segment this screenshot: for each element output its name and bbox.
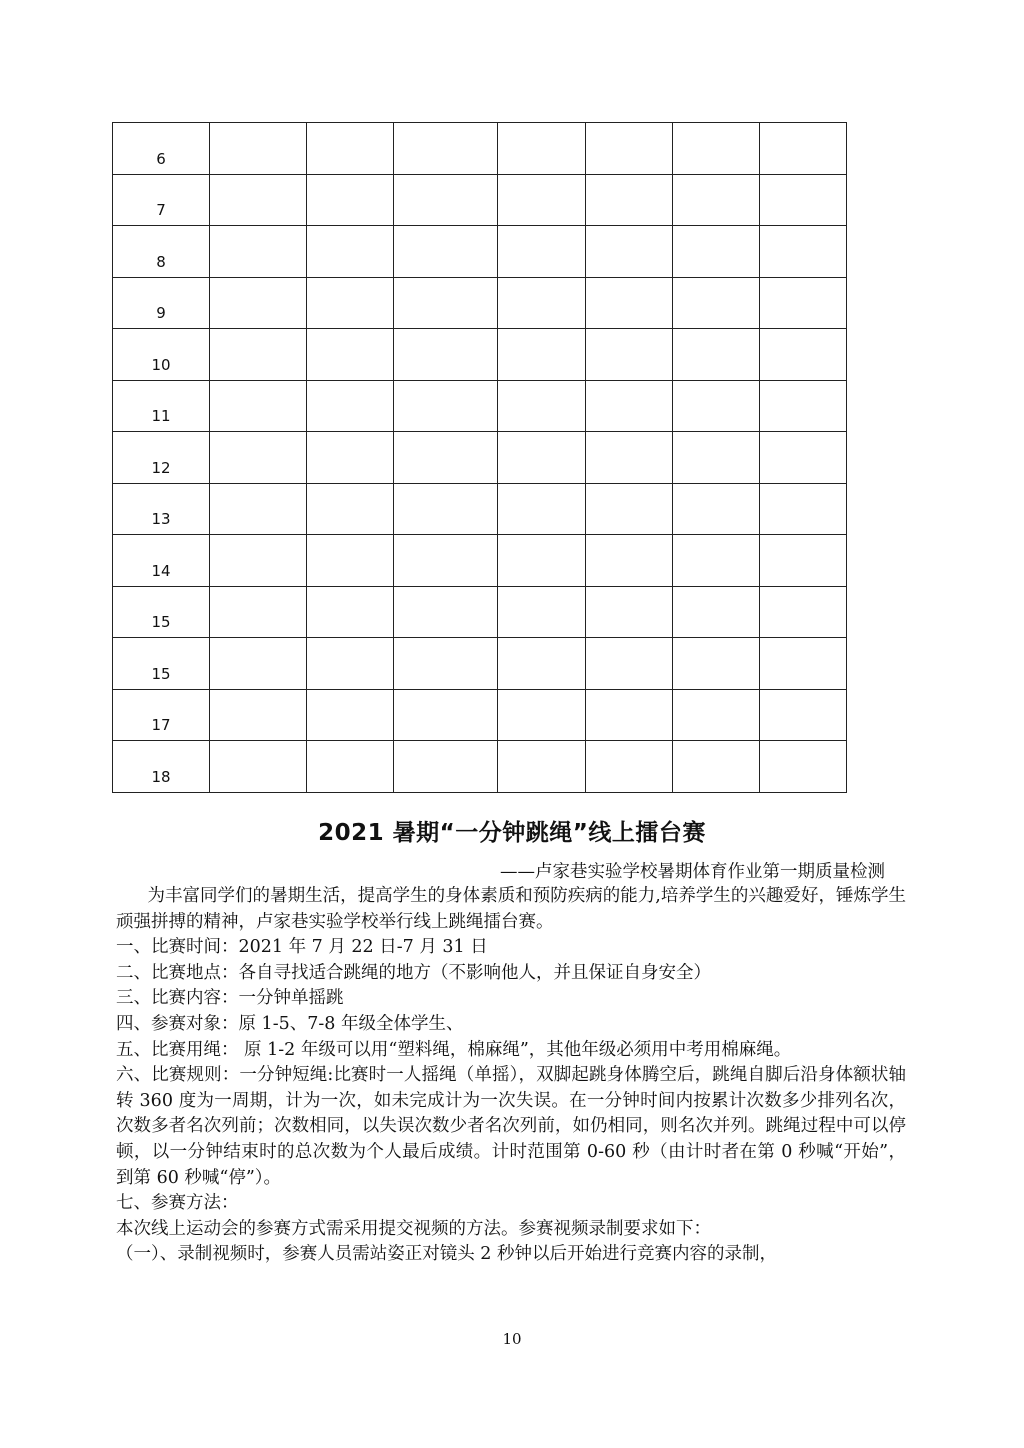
empty-cell [210, 689, 307, 741]
section-content: 三、比赛内容：一分钟单摇跳 [116, 988, 344, 1009]
row-number-cell: 15 [113, 586, 210, 638]
table-row [113, 741, 847, 793]
empty-cell [498, 638, 586, 690]
empty-cell [307, 226, 394, 278]
empty-cell [586, 741, 673, 793]
table-row [113, 586, 847, 638]
row-number-cell: 9 [113, 277, 210, 329]
empty-cell [210, 741, 307, 793]
empty-cell [760, 638, 847, 690]
empty-cell [394, 638, 498, 690]
empty-cell [394, 226, 498, 278]
empty-cell [210, 432, 307, 484]
empty-cell [307, 483, 394, 535]
empty-cell [394, 174, 498, 226]
empty-cell [307, 638, 394, 690]
table-row [113, 535, 847, 587]
empty-cell [586, 535, 673, 587]
page-number: 10 [502, 1330, 522, 1348]
row-number-cell: 14 [113, 535, 210, 587]
table-row [113, 380, 847, 432]
empty-cell [673, 123, 760, 175]
empty-cell [586, 123, 673, 175]
empty-cell [586, 586, 673, 638]
empty-cell [760, 741, 847, 793]
empty-cell [307, 432, 394, 484]
empty-cell [210, 380, 307, 432]
empty-cell [760, 277, 847, 329]
empty-cell [210, 123, 307, 175]
row-number-cell: 17 [113, 689, 210, 741]
empty-cell [760, 329, 847, 381]
empty-cell [586, 329, 673, 381]
table-row [113, 483, 847, 535]
empty-cell [498, 741, 586, 793]
document-body [116, 884, 906, 1268]
table-row [113, 123, 847, 175]
empty-cell [673, 638, 760, 690]
empty-cell [210, 174, 307, 226]
empty-cell [673, 174, 760, 226]
empty-cell [307, 689, 394, 741]
empty-cell [673, 741, 760, 793]
empty-cell [307, 741, 394, 793]
empty-cell [586, 226, 673, 278]
row-number-cell: 10 [113, 329, 210, 381]
section-rope: 五、比赛用绳： 原 1-2 年级可以用“塑料绳，棉麻绳”，其他年级必须用中考用棉麻绳。 [116, 1039, 792, 1060]
table-row [113, 329, 847, 381]
empty-cell [394, 586, 498, 638]
empty-cell [307, 277, 394, 329]
table-row [113, 174, 847, 226]
empty-cell [586, 380, 673, 432]
section-method-item-1: （一）、录制视频时，参赛人员需站姿正对镜头 2 秒钟以后开始进行竞赛内容的录制， [116, 1244, 778, 1265]
empty-cell [586, 483, 673, 535]
empty-cell [394, 535, 498, 587]
empty-cell [394, 123, 498, 175]
empty-cell [760, 432, 847, 484]
row-number-cell: 18 [113, 741, 210, 793]
table-row [113, 638, 847, 690]
empty-cell [498, 483, 586, 535]
table-row [113, 689, 847, 741]
empty-cell [307, 123, 394, 175]
empty-cell [394, 483, 498, 535]
empty-cell [394, 329, 498, 381]
empty-cell [210, 535, 307, 587]
empty-cell [673, 277, 760, 329]
empty-cell [586, 277, 673, 329]
row-number-cell: 8 [113, 226, 210, 278]
empty-cell [498, 535, 586, 587]
empty-cell [673, 380, 760, 432]
empty-cell [210, 483, 307, 535]
empty-cell [210, 329, 307, 381]
empty-cell [760, 483, 847, 535]
row-number-cell: 12 [113, 432, 210, 484]
score-table-body [113, 123, 847, 793]
document-subtitle: ——卢家巷实验学校暑期体育作业第一期质量检测 [500, 862, 885, 882]
empty-cell [210, 226, 307, 278]
section-location: 二、比赛地点：各自寻找适合跳绳的地方（不影响他人，并且保证自身安全） [116, 962, 711, 983]
empty-cell [394, 432, 498, 484]
empty-cell [210, 586, 307, 638]
empty-cell [394, 277, 498, 329]
table-row [113, 226, 847, 278]
row-number-cell: 6 [113, 123, 210, 175]
empty-cell [586, 174, 673, 226]
score-table [112, 122, 847, 793]
empty-cell [586, 432, 673, 484]
empty-cell [498, 226, 586, 278]
row-number-cell: 11 [113, 380, 210, 432]
empty-cell [307, 586, 394, 638]
empty-cell [498, 586, 586, 638]
empty-cell [586, 689, 673, 741]
empty-cell [760, 535, 847, 587]
table-row [113, 432, 847, 484]
empty-cell [394, 380, 498, 432]
empty-cell [760, 174, 847, 226]
empty-cell [760, 689, 847, 741]
empty-cell [498, 329, 586, 381]
empty-cell [498, 277, 586, 329]
document-title: 2021 暑期“一分钟跳绳”线上擂台赛 [318, 820, 706, 846]
empty-cell [498, 380, 586, 432]
section-rules: 六、比赛规则：一分钟短绳:比赛时一人摇绳（单摇），双脚起跳身体腾空后，跳绳自脚后沿身体额状轴转 360 度为一周期，计为一次，如未完成计为一次失误。在一分钟时间内按累计次数多少排列名次，次数多者名次列前；次数相同，以失误次数少者名次列前，如仍相同，则名次并列。跳绳过程中可以停顿，以一分钟结束时的总次数为个人最后成绩。计时范围第 0-60 秒（由计时者在第 0 秒喊“开始”，到第 60 秒喊“停”）。 [116, 1065, 906, 1188]
empty-cell [673, 689, 760, 741]
empty-cell [307, 535, 394, 587]
empty-cell [394, 741, 498, 793]
empty-cell [673, 432, 760, 484]
empty-cell [498, 123, 586, 175]
intro-paragraph: 为丰富同学们的暑期生活，提高学生的身体素质和预防疾病的能力,培养学生的兴趣爱好，锤炼学生顽强拼搏的精神，卢家巷实验学校举行线上跳绳擂台赛。 [116, 886, 906, 932]
empty-cell [673, 483, 760, 535]
empty-cell [760, 380, 847, 432]
empty-cell [307, 174, 394, 226]
empty-cell [498, 174, 586, 226]
table-row [113, 277, 847, 329]
empty-cell [760, 123, 847, 175]
empty-cell [673, 535, 760, 587]
empty-cell [307, 380, 394, 432]
empty-cell [498, 432, 586, 484]
section-method-heading: 七、参赛方法： [116, 1193, 239, 1214]
empty-cell [760, 226, 847, 278]
empty-cell [586, 638, 673, 690]
empty-cell [673, 586, 760, 638]
empty-cell [673, 329, 760, 381]
section-time: 一、比赛时间：2021 年 7 月 22 日-7 月 31 日 [116, 937, 488, 958]
empty-cell [673, 226, 760, 278]
row-number-cell: 7 [113, 174, 210, 226]
empty-cell [394, 689, 498, 741]
empty-cell [498, 689, 586, 741]
section-participants: 四、参赛对象：原 1-5、7-8 年级全体学生、 [116, 1013, 464, 1034]
section-method-text: 本次线上运动会的参赛方式需采用提交视频的方法。参赛视频录制要求如下： [116, 1218, 711, 1239]
row-number-cell: 15 [113, 638, 210, 690]
empty-cell [307, 329, 394, 381]
row-number-cell: 13 [113, 483, 210, 535]
empty-cell [210, 638, 307, 690]
empty-cell [760, 586, 847, 638]
empty-cell [210, 277, 307, 329]
